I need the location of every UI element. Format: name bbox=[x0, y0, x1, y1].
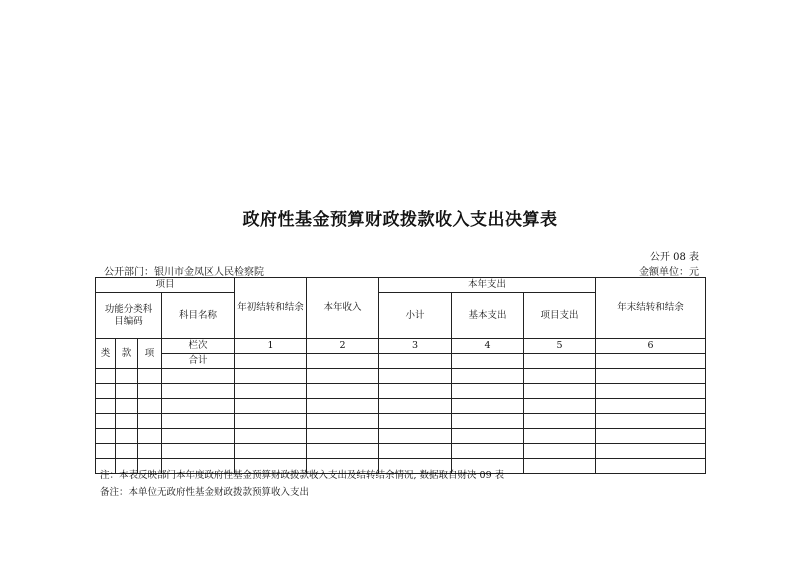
table-cell bbox=[235, 414, 307, 429]
table-cell bbox=[524, 369, 596, 384]
table-cell bbox=[138, 399, 162, 414]
table-row bbox=[96, 369, 706, 384]
column-number-6: 6 bbox=[596, 339, 706, 354]
table-cell bbox=[596, 414, 706, 429]
table-cell bbox=[307, 429, 379, 444]
table-cell bbox=[379, 414, 452, 429]
table-cell bbox=[116, 429, 138, 444]
table-cell bbox=[524, 459, 596, 474]
table-cell bbox=[162, 399, 235, 414]
table-cell bbox=[379, 354, 452, 369]
table-row bbox=[96, 399, 706, 414]
table-cell bbox=[379, 384, 452, 399]
table-cell bbox=[235, 399, 307, 414]
table-cell bbox=[96, 444, 116, 459]
note-data-source: 注：本表反映部门本年度政府性基金预算财政拨款收入支出及结转结余情况, 数据取自财决 09 表 bbox=[100, 470, 505, 481]
header-func-code: 功能分类科目编码 bbox=[96, 293, 162, 339]
header-basic-expense: 基本支出 bbox=[452, 293, 524, 339]
table-row bbox=[96, 414, 706, 429]
column-label: 栏次 bbox=[162, 339, 235, 354]
table-cell bbox=[138, 444, 162, 459]
table-cell bbox=[162, 414, 235, 429]
table-cell bbox=[116, 399, 138, 414]
table-cell bbox=[116, 414, 138, 429]
table-cell bbox=[524, 384, 596, 399]
table-cell bbox=[96, 429, 116, 444]
column-number-5: 5 bbox=[524, 339, 596, 354]
table-cell bbox=[307, 384, 379, 399]
table-cell bbox=[96, 384, 116, 399]
table-cell bbox=[452, 414, 524, 429]
table-row bbox=[96, 384, 706, 399]
table-cell bbox=[235, 444, 307, 459]
table-cell bbox=[524, 399, 596, 414]
total-row bbox=[96, 354, 706, 369]
header-current-income: 本年收入 bbox=[307, 278, 379, 339]
column-number-4: 4 bbox=[452, 339, 524, 354]
table-cell bbox=[116, 444, 138, 459]
table-cell bbox=[452, 429, 524, 444]
table-cell bbox=[452, 369, 524, 384]
table-cell bbox=[307, 369, 379, 384]
header-beginning-balance: 年初结转和结余 bbox=[235, 278, 307, 339]
budget-table bbox=[95, 277, 706, 474]
table-cell bbox=[96, 399, 116, 414]
department-label: 公开部门：银川市金凤区人民检察院 bbox=[104, 267, 264, 278]
table-cell bbox=[596, 459, 706, 474]
table-cell bbox=[524, 354, 596, 369]
header-subtotal: 小计 bbox=[379, 293, 452, 339]
table-cell bbox=[138, 384, 162, 399]
table-cell bbox=[96, 369, 116, 384]
header-current-expense: 本年支出 bbox=[379, 278, 596, 293]
table-cell bbox=[379, 369, 452, 384]
table-cell bbox=[524, 444, 596, 459]
header-xiang: 项 bbox=[138, 339, 162, 369]
table-cell bbox=[379, 444, 452, 459]
table-cell bbox=[524, 414, 596, 429]
header-row-1 bbox=[96, 278, 706, 293]
table-cell bbox=[116, 384, 138, 399]
table-cell bbox=[379, 399, 452, 414]
amount-unit-label: 金额单位：元 bbox=[639, 267, 699, 278]
table-cell bbox=[235, 429, 307, 444]
table-cell bbox=[379, 429, 452, 444]
table-cell bbox=[307, 354, 379, 369]
report-title: 政府性基金预算财政拨款收入支出决算表 bbox=[242, 210, 558, 230]
column-number-1: 1 bbox=[235, 339, 307, 354]
note-remark: 备注：本单位无政府性基金财政拨款预算收入支出 bbox=[100, 487, 310, 498]
table-cell bbox=[162, 444, 235, 459]
header-project-expense: 项目支出 bbox=[524, 293, 596, 339]
table-cell bbox=[596, 429, 706, 444]
table-cell bbox=[596, 399, 706, 414]
table-cell bbox=[307, 414, 379, 429]
table-cell bbox=[162, 369, 235, 384]
header-kuan: 款 bbox=[116, 339, 138, 369]
table-cell bbox=[235, 369, 307, 384]
table-cell bbox=[524, 429, 596, 444]
table-cell bbox=[452, 354, 524, 369]
table-cell bbox=[162, 384, 235, 399]
table-cell bbox=[452, 444, 524, 459]
table-row bbox=[96, 444, 706, 459]
header-ending-balance: 年末结转和结余 bbox=[596, 278, 706, 339]
table-cell bbox=[596, 354, 706, 369]
table-cell bbox=[307, 444, 379, 459]
table-cell bbox=[307, 399, 379, 414]
table-cell bbox=[96, 414, 116, 429]
table-cell bbox=[235, 384, 307, 399]
column-number-row bbox=[96, 339, 706, 354]
header-lei: 类 bbox=[96, 339, 116, 369]
table-cell bbox=[596, 369, 706, 384]
table-cell bbox=[138, 414, 162, 429]
table-cell bbox=[596, 384, 706, 399]
table-cell bbox=[452, 399, 524, 414]
header-project: 项目 bbox=[96, 278, 235, 293]
table-cell bbox=[116, 369, 138, 384]
total-label: 合计 bbox=[162, 354, 235, 369]
table-row bbox=[96, 429, 706, 444]
column-number-3: 3 bbox=[379, 339, 452, 354]
column-number-2: 2 bbox=[307, 339, 379, 354]
table-cell bbox=[138, 429, 162, 444]
header-subject-name: 科目名称 bbox=[162, 293, 235, 339]
table-cell bbox=[138, 369, 162, 384]
table-cell bbox=[452, 384, 524, 399]
table-cell bbox=[235, 354, 307, 369]
table-cell bbox=[162, 429, 235, 444]
table-cell bbox=[596, 444, 706, 459]
form-number: 公开 08 表 bbox=[649, 252, 699, 263]
